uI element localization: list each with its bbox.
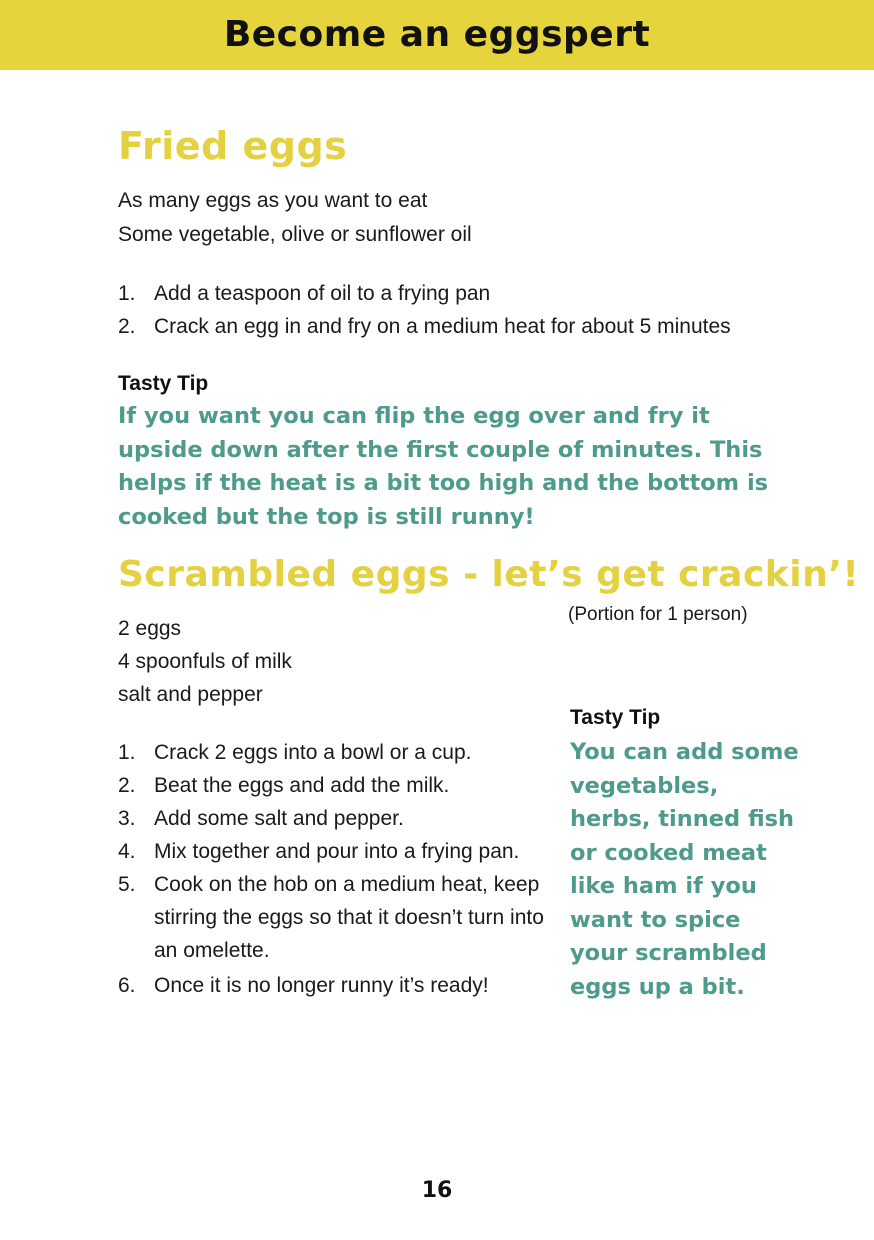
list-item: 1. Crack 2 eggs into a bowl or a cup. [118, 741, 472, 764]
fried-tip-heading: Tasty Tip [118, 372, 209, 395]
scrambled-ingredient: salt and pepper [118, 683, 263, 706]
list-item: 3. Add some salt and pepper. [118, 807, 404, 830]
list-item: 4. Mix together and pour into a frying pan. [118, 840, 520, 863]
scrambled-steps-list [118, 736, 563, 1002]
list-item: 5. Cook on the hob on a medium heat, keep stirring the eggs so that it doesn’t turn into an omelette. [118, 873, 544, 962]
list-item: 2. Crack an egg in and fry on a medium heat for about 5 minutes [118, 315, 731, 338]
list-item: 2. Beat the eggs and add the milk. [118, 774, 450, 797]
fried-steps-list [118, 277, 818, 343]
page-title: Become an eggspert [223, 14, 651, 55]
scrambled-tip-text: You can add some vegetables, herbs, tinned fish or cooked meat like ham if you want to spice your scrambled eggs up a bit. [570, 739, 799, 1000]
page-number: 16 [421, 1178, 453, 1203]
scrambled-ingredient: 4 spoonfuls of milk [118, 650, 292, 673]
portion-note: (Portion for 1 person) [568, 604, 748, 625]
scrambled-ingredient: 2 eggs [118, 617, 182, 640]
list-item: 6. Once it is no longer runny it’s ready! [118, 974, 489, 997]
fried-ingredient: Some vegetable, olive or sunflower oil [118, 223, 472, 246]
fried-tip-text: If you want you can flip the egg over and fry it upside down after the first couple of minutes. This helps if the heat is a bit too high and the bottom is cooked but the top is still runny! [118, 403, 769, 530]
scrambled-eggs-title: Scrambled eggs - let’s get crackin’! [118, 554, 860, 595]
list-item: 1. Add a teaspoon of oil to a frying pan [118, 282, 491, 305]
fried-eggs-title: Fried eggs [118, 124, 348, 168]
fried-ingredient: As many eggs as you want to eat [118, 189, 428, 212]
scrambled-tip-heading: Tasty Tip [570, 706, 661, 729]
